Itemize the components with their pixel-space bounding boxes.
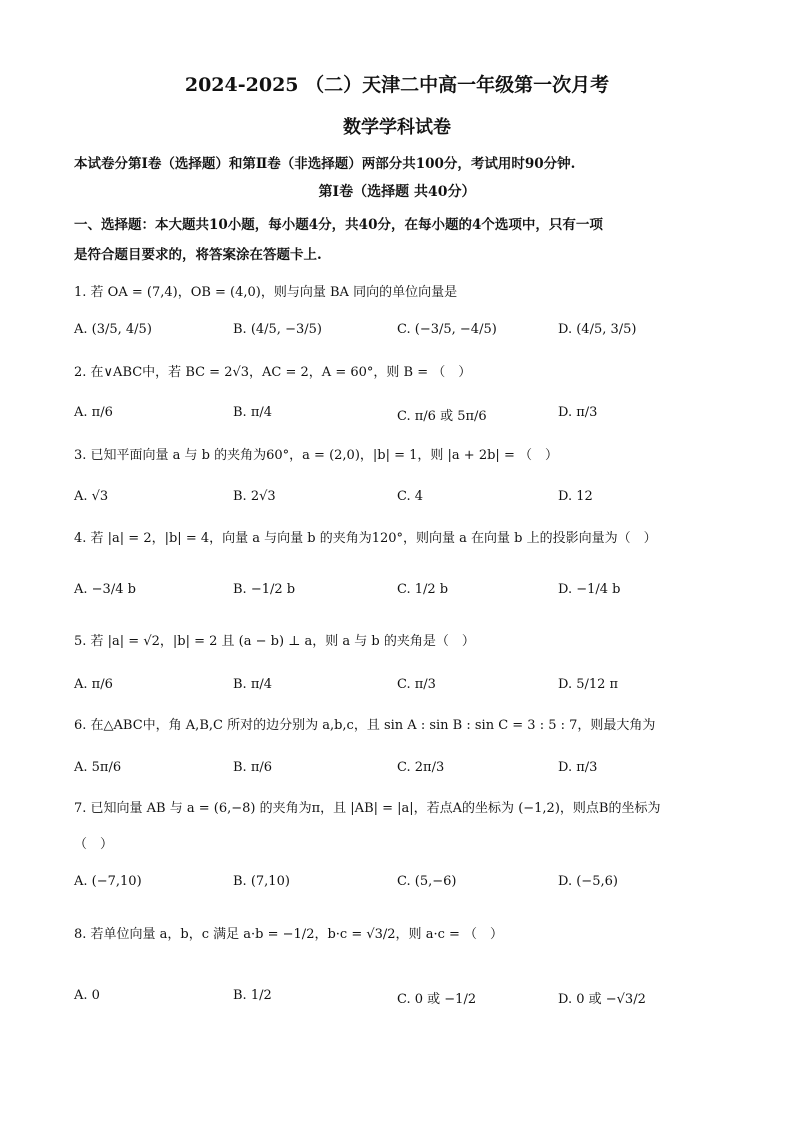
question-8-stem: 8. 若单位向量 a，b，c 满足 a·b = −1/2，b·c = √3/2，则 a·c = （ ） [74,927,504,942]
question-3-option-a: A. √3 [74,489,109,504]
question-8-option-a: A. 0 [74,988,100,1003]
exam-subtitle: 数学学科试卷 [343,117,451,138]
question-2-option-b: B. π/4 [233,405,273,420]
question-6-option-b: B. π/6 [233,760,273,775]
question-2-option-d: D. π/3 [558,405,598,420]
question-4-option-d: D. −1/4 b [558,582,621,597]
question-4-stem: 4. 若 |a| = 2，|b| = 4，向量 a 与向量 b 的夹角为120°，则向量 a 在向量 b 上的投影向量为（ ） [74,531,657,546]
question-3-option-d: D. 12 [558,489,593,504]
section-heading: 第Ⅰ卷（选择题 共40分） [318,184,476,200]
question-5-option-a: A. π/6 [74,677,113,692]
section-instruction-line2: 是符合题目要求的，将答案涂在答题卡上. [74,247,322,263]
question-5-stem: 5. 若 |a| = √2，|b| = 2 且 (a − b) ⊥ a，则 a 与 b 的夹角是（ ） [74,634,475,649]
question-2-stem: 2. 在∨ABC中，若 BC = 2√3，AC = 2，A = 60°，则 B = （ ） [74,365,472,380]
question-6-option-a: A. 5π/6 [74,760,122,775]
question-7-answer-blank: （ ） [74,837,114,852]
question-6-stem: 6. 在△ABC中，角 A,B,C 所对的边分别为 a,b,c，且 sin A : sin B : sin C = 3 : 5 : 7，则最大角为 [74,718,656,733]
question-7-option-a: A. (−7,10) [74,874,142,889]
question-8-option-c: C. 0 或 −1/2 [397,992,477,1007]
question-4-option-c: C. 1/2 b [397,582,449,597]
question-2-option-a: A. π/6 [74,405,113,420]
question-7-option-b: B. (7,10) [233,874,290,889]
question-3-option-c: C. 4 [397,489,424,504]
question-1-option-a: A. (3/5, 4/5) [74,322,152,337]
question-3-stem: 3. 已知平面向量 a 与 b 的夹角为60°，a = (2,0)，|b| = 1，则 |a + 2b| = （ ） [74,448,558,463]
question-8-option-d: D. 0 或 −√3/2 [558,992,646,1007]
question-2-option-c: C. π/6 或 5π/6 [397,409,487,424]
question-7-stem: 7. 已知向量 AB 与 a = (6,−8) 的夹角为π，且 |AB| = |a|，若点A的坐标为 (−1,2)，则点B的坐标为 [74,801,661,816]
question-5-option-d: D. 5/12 π [558,677,619,692]
question-6-option-d: D. π/3 [558,760,598,775]
question-5-option-c: C. π/3 [397,677,436,692]
question-7-option-d: D. (−5,6) [558,874,618,889]
question-5-option-b: B. π/4 [233,677,273,692]
question-6-option-c: C. 2π/3 [397,760,445,775]
question-1-option-b: B. (4/5, −3/5) [233,322,322,337]
question-7-option-c: C. (5,−6) [397,874,457,889]
question-4-option-b: B. −1/2 b [233,582,296,597]
question-3-option-b: B. 2√3 [233,489,276,504]
question-1-option-d: D. (4/5, 3/5) [558,322,637,337]
question-1-option-c: C. (−3/5, −4/5) [397,322,497,337]
exam-title: 2024-2025 （二）天津二中高一年级第一次月考 [184,74,610,96]
exam-intro: 本试卷分第Ⅰ卷（选择题）和第Ⅱ卷（非选择题）两部分共100分，考试用时90分钟. [74,156,576,172]
question-8-option-b: B. 1/2 [233,988,272,1003]
question-4-option-a: A. −3/4 b [74,582,136,597]
question-1-stem: 1. 若 OA = (7,4)，OB = (4,0)，则与向量 BA 同向的单位向量是 [74,285,458,300]
section-instruction-line1: 一、选择题：本大题共10小题，每小题4分，共40分，在每小题的4个选项中，只有一项 [74,217,603,233]
